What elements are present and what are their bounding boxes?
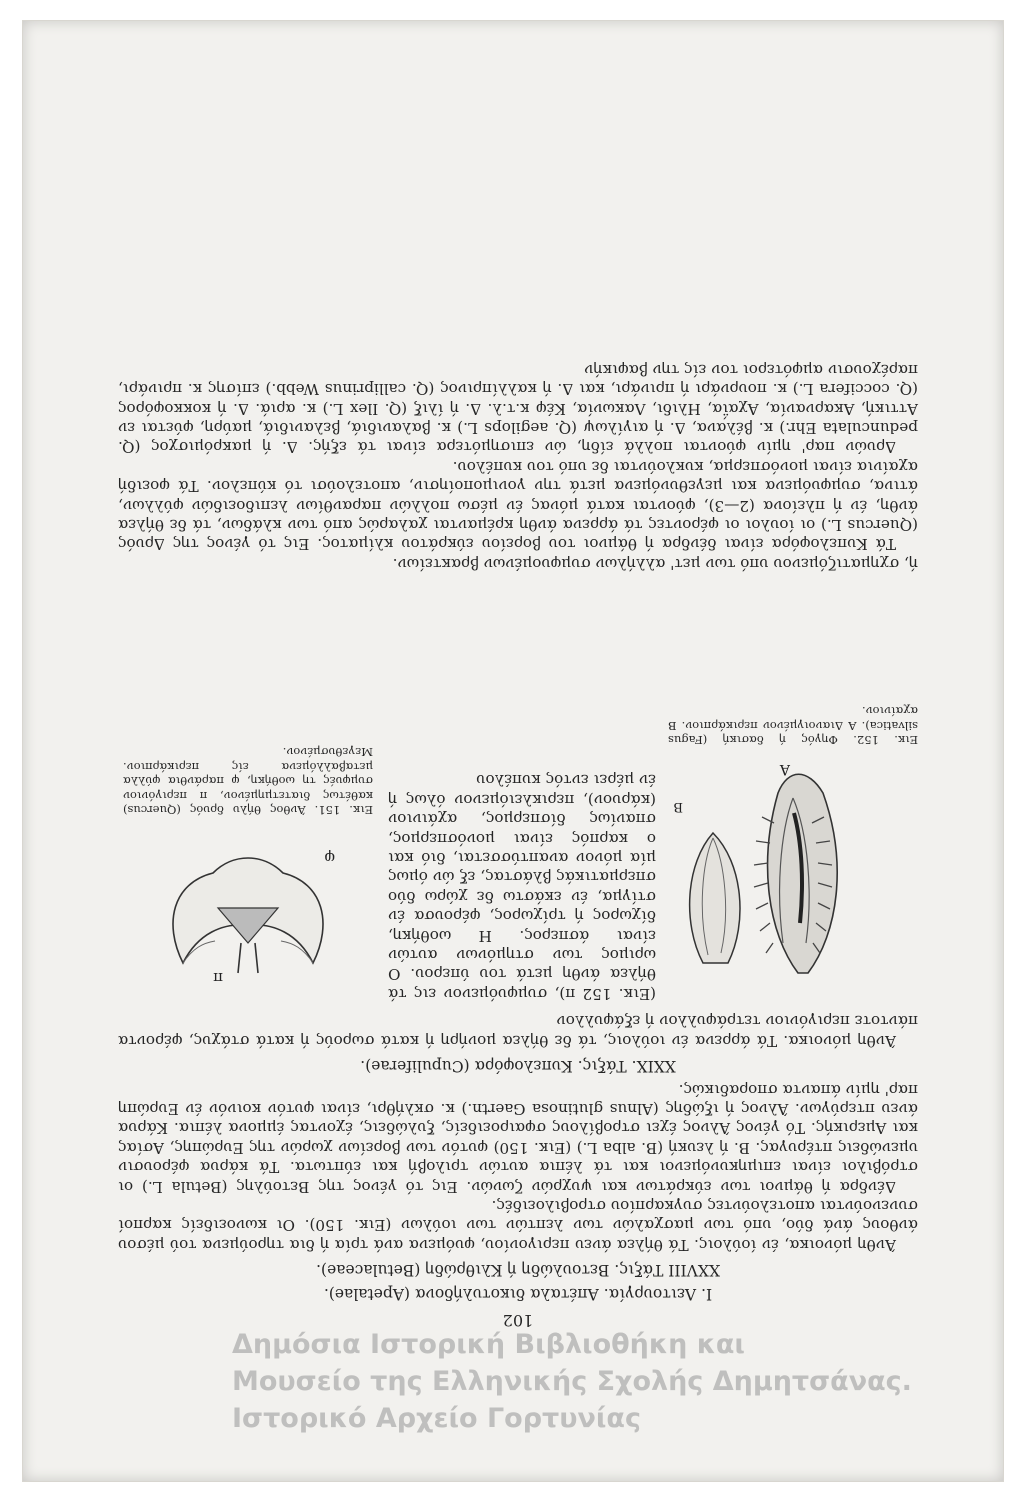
flower-section-illustration — [173, 858, 323, 973]
figure-152-drawing — [668, 753, 918, 1003]
nut-illustration — [690, 833, 740, 963]
order-29-heading: XXIX. Τάξις. Κυπελοφόρα (Cupuliferae). — [360, 1057, 676, 1076]
paragraph-6: Δρυών παρ' ημίν φύονται πολλά είδη, ών επισημότερα είναι τά εξής. Δ. ή μακρόμισχος (Q. pedunculata Ehr.) κ. βέλανα, Δ. ή αιγίλωψ (Q. aegilops L.) κ. βαλανιδιά, βελανιδιά, μαύρη, φύεται εν Αττική, Ακαρνανία, Αχαΐα, Ηλιδι, Λακωνία, Κέφ κ.τ.λ. Δ. ή ίλιξ (Q. Ilex L.) κ. αριά. Δ. ή κοκκοφόρος (Q. coccifera L.) κ. πουρνάρι ή πρινάρι, και Δ. ή καλλίπρινος (Q. calliprinus Webb.) επίσης κ. πρινάρι, παρέχουσιν αμφότεροι τον είς την βαφικήν — [118, 360, 918, 457]
figure-area — [118, 573, 918, 1003]
paragraph-2: Δένδρα ή θάμνοι των εύκράτων και ψυχρών ζωνών. Εις τό γένος της Βετούλης (Betula L.) οι στρόβιλοι είναι επιμηκυνόμενοι και τά λέπια αυτών τριλοβή και εύπτωτα. Τά κάρυα φέρουσιν υμενώδεις πτέρυγας. Β. ή λευκή (B. alba L.) (Εικ. 150) φυτόν των βορείων χωρών της Ευρώπης, Ασίας και Αμερικής. Τό γένος Άλνος έχει στροβίλους σφαιροειδείς, ξυλώδεις, έχοντας έμμονα λέπια. Κάρυα άνευ πτερύγων. Άλνος ή ιξώδης (Alnus glutinosa Gaertn.) κ. σκλήθρι, είναι φυτόν κοινόν έν Ευρώπη παρ' ημίν άπαντα σποραδικώς. — [118, 1080, 918, 1196]
figure-151 — [123, 745, 373, 1003]
paragraph-4-continued: ή, σχηματιζόμενου υπό των μετ' αλλήλων συμφυομένων βρακτείων. — [392, 554, 918, 573]
order-28-heading: XXVIII Τάξις. Βετουλώδη ή Κλιθρώδη (Betulaceae). — [316, 1261, 720, 1280]
paragraph-3: Άνθη μόνοικα. Τά άρρενα έν ιούλοις, τά δε θήλεα μονήρη ή κατά σωρούς ή κατά στάχυς, φέροντα πάντοτε περιγόνιον τετράφυλλον ή εξάφυλλον — [118, 1012, 918, 1050]
figure-151-drawing — [123, 823, 373, 1003]
paragraph-1: Άνθη μόνοικα, έν ίούλοις. Τά θήλεα άνευ περιγονίου, φυόμενα ανά τρία ή δια τηρούμενα τού μέσου άνθους άνά δύο, υπό των μασχαλών των λεπτών των ιούλων (Εικ. 150). Οι κωνοειδείς καρποί συνενούνται αποτελούντες συγκαρπίου στροβιλοειδές. — [118, 1196, 918, 1254]
watermark-line-3: Ιστορικό Αρχείο Γορτυνίας — [232, 1403, 641, 1434]
section-heading: I. Λειτουργία. Απέταλα δικοτυλήδονα (Apetalae). — [323, 1284, 713, 1303]
library-watermark — [232, 1326, 992, 1437]
figure-152-caption: Εικ. 152. Φηγός ή δασική (Fagus silvatica). Α Διανοιγμένον περικάρπιον. Β αχαίνιον. — [668, 704, 918, 748]
figure-152 — [668, 704, 918, 1003]
paragraph-5: Τά Κυπελοφόρα είναι δένδρα ή θάμνοι του βορείου εύκράτου κλίματος. Εις τό γένος της Δρυός (Quercus L.) οι ίουλοι οι φέροντες τά άρρενα άνθη κρέμανται χαλαρώς από των κλάδων, τά δε θήλεα άνθη, έν ή πλείονα (2—3), φύονται κατά μόνας έν μέσω πολλών παρανθίων λεπιδοειδών φύλλων, άτινα, συμφυόμενα και μεγεθυνόμενα μετά την γονιμοποίησιν, αποτελούσι τό κύπελον. Τά φοειδή αχαίνια είναι μονόσπερμα, κυκλούνται δε υπό του κυπέλου. — [118, 457, 918, 554]
book-page — [118, 160, 918, 1330]
figure-label-a: A — [779, 760, 790, 777]
figure-label-b: B — [673, 798, 683, 814]
page-number: 102 — [502, 1311, 534, 1330]
middle-column-text: (Εικ. 152 π), συμφυόμενον εις τά θήλεα άνθη μετά του ύπερου. Ο ωριμος των στημόνων αυτών είναι άσπερος. Η ωοθήκη, δίχωρος ή τρίχωρος, φέρουσα έν στίγμα, έν εκάστω δε χώρω δύο σπερματικάς βλάστας, εξ ών όμως μία μόνον αναπτύσσεται, διό και ο καρπός είναι μονόσπερμος, σπανίως δίσπερμος, αχάινιον (κάρυον), περικλειόμενον όλως ή έν μέρει εντός κυπέλου — [388, 771, 656, 1003]
husk-illustration — [754, 774, 837, 973]
watermark-line-2: Μουσείο της Ελληνικής Σχολής Δημητσάνας. — [232, 1366, 912, 1397]
figure-151-caption: Εικ. 151. Άνθος θήλυ δρυός (Quercus) καθέτως διατετμημένον, π περιγόνιον συμφυές τη ωοθήκη, φ παράνθια φύλλα μεταβαλλόμενα είς περικάρπιον. Μεγεθυσμένον. — [123, 745, 373, 818]
watermark-line-1: Δημόσια Ιστορική Βιβλιοθήκη και — [232, 1329, 745, 1360]
figure-label-phi: φ — [324, 848, 335, 867]
figure-label-pi: π — [213, 968, 223, 987]
